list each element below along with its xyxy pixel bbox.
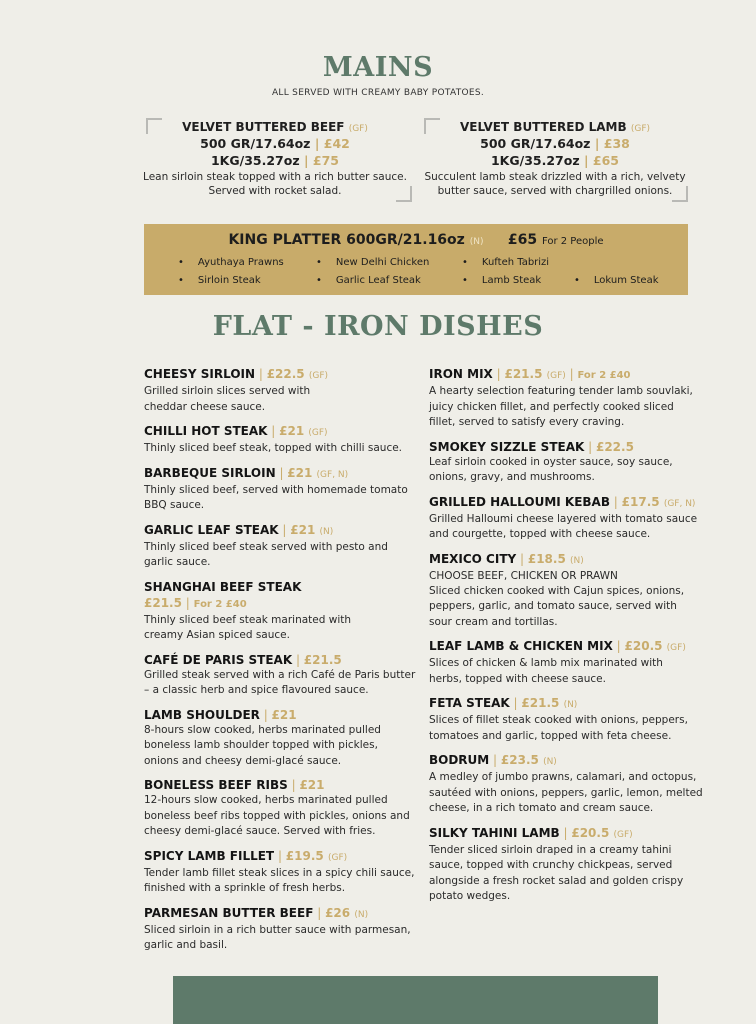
dish-price: £21.5 <box>303 652 342 667</box>
dish-price: £21.5 <box>521 696 560 710</box>
dish-desc: onions and cheesy demi-glacé sauce. <box>144 754 342 767</box>
item-name: VELVET BUTTERED BEEF <box>182 120 345 134</box>
dish-name: GARLIC LEAF STEAK <box>144 522 279 537</box>
dish-price: £20.5 <box>624 639 663 653</box>
dish-item <box>429 638 719 687</box>
dish-price: £18.5 <box>527 551 566 566</box>
dish-tag: (N) <box>570 555 584 566</box>
dish-desc: garlic and basil. <box>144 939 228 951</box>
dish-header <box>429 366 719 384</box>
dish-tag: (GF, N) <box>316 469 349 480</box>
dish-desc: onions, gravy, and mushrooms. <box>429 471 595 483</box>
dish-header <box>429 825 719 843</box>
separator: | <box>584 439 596 454</box>
dish-column-left <box>144 366 434 962</box>
item-desc: Succulent lamb steak drizzled with a rich, velvety <box>424 171 686 183</box>
dish-desc: cheddar cheese sauce. <box>144 400 266 413</box>
item-tag: (GF) <box>348 124 368 134</box>
dish-for-two: For 2 £40 <box>577 370 631 381</box>
item-price: £75 <box>312 153 339 168</box>
dish-desc: juicy chicken fillet, and perfectly cooked sliced <box>429 400 674 413</box>
separator: | <box>565 367 578 381</box>
dish-name: LEAF LAMB & CHICKEN MIX <box>429 639 613 653</box>
dish-name: CHILLI HOT STEAK <box>144 424 268 438</box>
separator: | <box>313 905 326 920</box>
dish-desc: Tender sliced sirloin draped in a creamy tahini <box>429 843 672 856</box>
dish-price: £22.5 <box>595 439 634 454</box>
dish-header <box>429 695 719 713</box>
dish-desc: BBQ sauce. <box>144 499 205 511</box>
dish-price: £21 <box>279 424 305 438</box>
item-tag: (GF) <box>630 124 651 134</box>
item-name: VELVET BUTTERED LAMB <box>459 120 627 134</box>
platter-tag: (N) <box>469 237 484 247</box>
dish-name: CHEESY SIRLOIN <box>144 367 256 381</box>
dish-price: £20.5 <box>571 825 610 840</box>
separator: | <box>609 494 622 509</box>
dish-item <box>144 848 434 897</box>
dish-price: £21 <box>287 465 313 480</box>
dish-name: BONELESS BEEF RIBS <box>144 778 288 792</box>
dish-header <box>429 551 719 569</box>
dish-header <box>144 366 434 384</box>
item-desc: butter sauce, served with chargrilled onions. <box>437 185 673 197</box>
dish-desc: Grilled steak served with a rich Café de Paris butter <box>144 668 416 681</box>
separator: | <box>267 424 280 438</box>
separator: | <box>287 778 300 792</box>
dish-header <box>144 652 434 668</box>
dish-name: SHANGHAI BEEF STEAK <box>144 579 302 594</box>
flat-iron-heading: FLAT - IRON DISHES <box>212 311 544 342</box>
dish-tag: (GF, N) <box>663 498 696 509</box>
dish-desc: Leaf sirloin cooked in oyster sauce, soy sauce, <box>429 455 673 468</box>
separator: | <box>516 551 528 566</box>
dish-price: £21.5 <box>144 595 182 610</box>
dish-name: SILKY TAHINI LAMB <box>429 825 560 840</box>
dish-header <box>144 522 434 540</box>
separator: | <box>292 652 304 667</box>
dish-tag: (GF) <box>308 371 329 381</box>
dish-item <box>144 905 434 954</box>
dish-desc: and courgette, topped with cheese sauce. <box>429 528 651 540</box>
dish-desc: sour cream and tortillas. <box>429 615 558 628</box>
dish-header <box>144 579 434 595</box>
dish-header <box>429 638 719 656</box>
dish-for-two: For 2 £40 <box>193 598 247 610</box>
platter-item: • Garlic Leaf Steak <box>316 275 421 286</box>
dish-item <box>144 652 434 699</box>
dish-desc: boneless beef ribs topped with pickles, onions and <box>144 809 410 822</box>
item-desc: Served with rocket salad. <box>208 185 342 197</box>
dish-header <box>144 848 434 866</box>
dish-price: £21 <box>290 522 316 537</box>
platter-item: • Lokum Steak <box>574 275 659 286</box>
separator: | <box>259 707 272 722</box>
dish-desc: Sliced sirloin in a rich butter sauce with parmesan, <box>144 923 411 936</box>
dish-price: £19.5 <box>285 848 324 863</box>
separator: | <box>612 639 625 653</box>
dish-desc: 12-hours slow cooked, herbs marinated pulled <box>144 794 388 806</box>
dish-tag: (N) <box>319 526 334 537</box>
dish-tag: (GF) <box>666 643 686 653</box>
item-size: 1KG/35.27oz <box>210 153 300 168</box>
dish-desc: Thinly sliced beef steak marinated with <box>144 613 352 626</box>
separator: | <box>275 465 288 480</box>
dish-desc: creamy Asian spiced sauce. <box>144 629 290 641</box>
dish-item <box>144 366 434 415</box>
platter-note: For 2 People <box>541 236 604 247</box>
separator: | <box>181 595 194 610</box>
dish-name: SPICY LAMB FILLET <box>144 848 275 863</box>
mains-heading: MAINS <box>322 52 434 83</box>
separator: | <box>278 522 291 537</box>
dish-tag: (GF) <box>327 852 348 863</box>
separator: | <box>559 825 572 840</box>
dish-column-right <box>429 366 719 913</box>
dish-item <box>144 579 434 644</box>
dish-desc: – a classic herb and spice flavoured sauce. <box>144 684 369 696</box>
dish-name: LAMB SHOULDER <box>144 707 260 722</box>
dish-option: CHOOSE BEEF, CHICKEN OR PRAWN <box>429 569 618 582</box>
dish-desc: fillet, served to satisfy every craving. <box>429 416 625 428</box>
dish-tag: (GF) <box>613 829 633 840</box>
dish-header <box>429 752 719 770</box>
dish-price: £22.5 <box>266 367 305 381</box>
item-size: 500 GR/17.64oz <box>480 136 591 151</box>
dish-header <box>144 423 434 441</box>
dish-name: SMOKEY SIZZLE STEAK <box>429 439 585 454</box>
dish-desc: cheesy demi-glacé sauce. Served with fries. <box>144 825 376 837</box>
item-desc: Lean sirloin steak topped with a rich butter sauce. <box>143 171 407 183</box>
dish-desc: peppers, garlic, and tomato sauce, served with <box>429 600 677 612</box>
dish-desc: A hearty selection featuring tender lamb souvlaki, <box>429 385 693 397</box>
dish-desc: Grilled sirloin slices served with <box>144 385 311 397</box>
dish-desc: Slices of fillet steak cooked with onions, peppers, <box>429 714 688 726</box>
platter-item: • New Delhi Chicken <box>316 257 429 268</box>
dish-desc: sautéed with onions, peppers, garlic, lemon, melted <box>429 786 703 799</box>
separator: | <box>274 848 286 863</box>
dish-item <box>144 423 434 457</box>
dish-name: CAFÉ DE PARIS STEAK <box>144 652 293 667</box>
dish-name: GRILLED HALLOUMI KEBAB <box>429 494 610 509</box>
dish-desc: Thinly sliced beef steak, topped with chilli sauce. <box>144 442 403 454</box>
dish-item <box>144 707 434 770</box>
dish-price: £21 <box>299 778 325 792</box>
dish-desc: finished with a sprinkle of fresh herbs. <box>144 882 346 894</box>
dish-tag: (N) <box>563 700 578 710</box>
dish-name: PARMESAN BUTTER BEEF <box>144 905 314 920</box>
dish-name: FETA STEAK <box>429 696 510 710</box>
dish-desc: Sliced chicken cooked with Cajun spices, onions, <box>429 584 685 597</box>
dish-desc: 8-hours slow cooked, herbs marinated pulled <box>144 723 381 736</box>
dish-tag: (N) <box>354 909 369 920</box>
dish-tag: (GF) <box>546 371 566 381</box>
dish-item <box>429 551 719 631</box>
main-item-velvet-beef: VELVET BUTTERED BEEF (GF) 500 GR/17.64oz | £42 1KG/35.27oz | £75 Lean sirloin steak topped with a rich butter sauce. Served with rocket salad. <box>143 120 407 197</box>
platter-price: £65 <box>507 232 538 248</box>
platter-item: • Ayuthaya Prawns <box>178 257 284 268</box>
dish-desc: sauce, topped with crunchy chickpeas, served <box>429 859 673 871</box>
dish-header <box>144 707 434 723</box>
dish-name: BARBEQUE SIRLOIN <box>144 465 276 480</box>
dish-item <box>429 439 719 486</box>
item-price: £65 <box>592 153 619 168</box>
dish-desc: cheese, in a rich tomato and cream sauce. <box>429 802 654 814</box>
dish-header <box>429 494 719 512</box>
dish-price: £21 <box>271 707 297 722</box>
dish-name: IRON MIX <box>429 367 493 381</box>
separator: | <box>492 367 505 381</box>
dish-desc: Tender lamb fillet steak slices in a spicy chili sauce, <box>144 866 415 879</box>
dish-desc: Slices of chicken & lamb mix marinated with <box>429 657 663 669</box>
dish-header <box>144 905 434 923</box>
separator: | <box>255 367 267 381</box>
footer-bar <box>173 976 658 1024</box>
dish-desc: alongside a fresh rocket salad and golden crispy <box>429 874 684 887</box>
king-platter-box <box>144 224 688 295</box>
separator: | <box>489 753 501 767</box>
item-price: £38 <box>603 136 630 151</box>
dish-item <box>429 752 719 817</box>
dish-item <box>429 825 719 905</box>
dish-item <box>144 465 434 514</box>
dish-price: £23.5 <box>500 753 539 767</box>
dish-header <box>144 777 434 793</box>
dish-price: £21.5 <box>504 367 543 381</box>
dish-price: £17.5 <box>621 494 660 509</box>
main-item-velvet-lamb: VELVET BUTTERED LAMB (GF) 500 GR/17.64oz | £38 1KG/35.27oz | £65 Succulent lamb steak drizzled with a rich, velvety butter sauce, served with chargrilled onions. <box>424 120 686 197</box>
dish-name: MEXICO CITY <box>429 551 517 566</box>
dish-price: £26 <box>325 905 351 920</box>
platter-item: • Kufteh Tabrizi <box>462 257 549 268</box>
item-size: 1KG/35.27oz <box>490 153 580 168</box>
dish-desc: potato wedges. <box>429 890 511 902</box>
dish-desc: boneless lamb shoulder topped with pickles, <box>144 739 378 751</box>
dish-item <box>144 522 434 571</box>
platter-name: KING PLATTER 600GR/21.16oz <box>228 232 465 248</box>
dish-name: BODRUM <box>429 753 490 767</box>
item-price: £42 <box>323 136 350 151</box>
dish-header <box>144 465 434 483</box>
dish-desc: A medley of jumbo prawns, calamari, and octopus, <box>429 771 697 783</box>
separator: | <box>509 696 522 710</box>
mains-subtitle: ALL SERVED WITH CREAMY BABY POTATOES. <box>271 88 485 98</box>
dish-price-line <box>144 595 434 613</box>
dish-item <box>144 777 434 840</box>
dish-desc: Thinly sliced beef, served with homemade tomato <box>144 483 408 496</box>
dish-desc: garlic sauce. <box>144 556 211 568</box>
dish-desc: herbs, topped with cheese sauce. <box>429 672 606 685</box>
dish-item <box>429 366 719 431</box>
dish-desc: Grilled Halloumi cheese layered with tomato sauce <box>429 512 698 525</box>
platter-item: • Lamb Steak <box>462 275 541 286</box>
dish-header <box>429 439 719 455</box>
dish-tag: (GF) <box>308 428 328 438</box>
dish-tag: (N) <box>543 757 557 767</box>
dish-item <box>429 494 719 543</box>
dish-desc: Thinly sliced beef steak served with pesto and <box>144 540 388 553</box>
platter-item: • Sirloin Steak <box>178 275 261 286</box>
item-size: 500 GR/17.64oz <box>200 136 311 151</box>
dish-item <box>429 695 719 744</box>
dish-desc: tomatoes and garlic, topped with feta cheese. <box>429 729 672 742</box>
